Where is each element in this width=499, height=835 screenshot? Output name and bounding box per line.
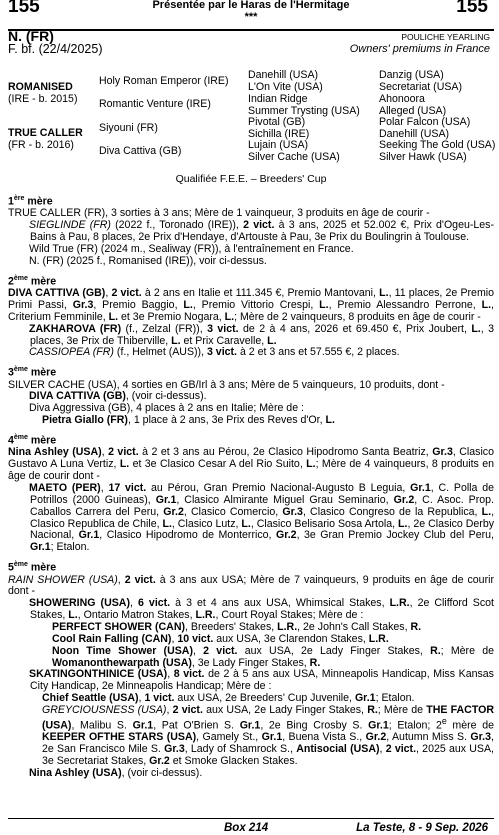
owners-premiums: Owners' premiums in France	[349, 43, 490, 55]
section-title-4: 4ème mère	[8, 434, 57, 447]
footer-divider	[8, 818, 494, 819]
ancestor-4-5: Polar Falcon (USA)	[379, 116, 471, 128]
produce-wild-true: Wild True (FR) (2024 m., Sealiway (FR)), à l'entraînement en France.	[29, 242, 354, 255]
sire-info: (IRE - b. 2015)	[8, 93, 78, 105]
ancestor-4-2: Secretariat (USA)	[379, 81, 463, 93]
produce-this-lot: N. (FR) (2025 f., Romanised (IRE)), voir ci-dessus.	[29, 254, 267, 267]
produce-pietra-giallo: Pietra Giallo (FR), 1 place à 2 ans, 3e Prix des Reves d'Or, L.	[42, 414, 335, 427]
produce-noon-time-shower: Noon Time Shower (USA), 2 vict. aux USA, 2e Lady Finger Stakes, R.; Mère de Womanonthewarpath (USA), 3e Lady Finger Stakes, R.	[52, 644, 494, 669]
ancestor-3-6: Sichilla (IRE)	[248, 128, 310, 140]
presented-by	[8, 0, 494, 23]
presenter-stars: ***	[244, 11, 258, 24]
ancestor-4-6: Danehill (USA)	[379, 128, 450, 140]
ancestor-4-4: Alleged (USA)	[379, 105, 447, 117]
produce-maeto: MAETO (PER), 17 vict. au Pérou, Gran Premio Nacional-Augusto B Leguia, Gr.1, C. Polla de Potrillos (2000 Guineas), Gr.1, Clasico Almirante Miguel Grau Seminario, Gr.2, C. Asoc. Prop. Caballos Carrera del Peru, Gr.2, Clasico Comercio, Gr.3, Clasico Congreso de la Republica, L., Clasico Republica de Chile, L., Clasico Lutz, L., Clasico Belisario Sosa Artola, L., 2e Clasico Derby Nacional, Gr.1, Clasico Hipodromo de Monterrico, Gr.2, 3e Gran Premio Jockey Club del Peru, Gr.1; Etalon.	[29, 482, 495, 554]
produce-showering: SHOWERING (USA), 6 vict. à 3 et 4 ans aux USA, Whimsical Stakes, L.R., 2e Clifford Scot Stakes, L., Ontario Matron Stakes, L.R., Court Royal Stakes; Mère de :	[29, 597, 495, 622]
third-dam-summary: SILVER CACHE (USA), 4 sorties en GB/Irl à 3 ans; Mère de 5 vainqueurs, 10 produits, dont -	[8, 378, 445, 391]
produce-chief-seattle: Chief Seattle (USA), 1 vict. aux USA, 2e Breeders' Cup Juvenile, Gr.1; Etalon.	[42, 692, 415, 705]
dam-info: (FR - b. 2016)	[8, 139, 74, 151]
ancestor-3-5: Pivotal (GB)	[248, 116, 306, 128]
ancestor-3-7: Lujain (USA)	[248, 139, 309, 151]
produce-cool-rain-falling: Cool Rain Falling (CAN), 10 vict. aux USA, 3e Clarendon Stakes, L.R.	[52, 632, 389, 645]
fifth-dam-summary: RAIN SHOWER (USA), 2 vict. à 3 ans aux USA; Mère de 7 vainqueurs, 9 produits en âge de courir dont -	[8, 573, 494, 598]
grandsire-maternal: Siyouni (FR)	[99, 122, 158, 134]
first-dam-summary: TRUE CALLER (FR), 3 sorties à 3 ans; Mère de 1 vainqueur, 3 produits en âge de courir -	[8, 207, 430, 220]
horse-name: N. (FR)	[8, 28, 54, 44]
section-title-2: 2ème mère	[8, 274, 57, 288]
ancestor-3-1: Danehill (USA)	[248, 69, 319, 81]
ancestor-3-3: Indian Ridge	[248, 93, 308, 105]
horse-description: F. bf. (22/4/2025)	[8, 42, 103, 56]
produce-sieglinde: SIEGLINDE (FR) (2022 f., Toronado (IRE)), 2 vict. à 3 ans, 2025 et 52.002 €, Prix d'Ogeu-Les-Bains à Pau, 8 places, 2e Prix d'Hendaye, d'Artouste à Pau, 3e Prix du Boulingrin à Toulouse.	[29, 219, 494, 244]
header-divider	[8, 29, 494, 31]
sire-name: ROMANISED	[8, 81, 73, 93]
qualification-note: Qualifiée F.E.E. – Breeders' Cup	[175, 173, 327, 185]
ancestor-3-8: Silver Cache (USA)	[248, 151, 340, 163]
dam-name: TRUE CALLER	[8, 127, 83, 139]
lot-number-right: 155	[456, 0, 488, 17]
family-details	[8, 195, 494, 780]
section-title-1: 1ère mère	[8, 195, 53, 208]
section-title-5: 5ème mère	[8, 561, 57, 574]
pedigree-table	[8, 70, 494, 170]
ancestor-3-4: Summer Trysting (USA)	[248, 105, 360, 117]
ancestor-3-2: L'On Vite (USA)	[248, 81, 323, 93]
ancestor-4-7: Seeking The Gold (USA)	[379, 139, 496, 151]
sale-venue-dates: La Teste, 8 - 9 Sep. 2026	[356, 822, 488, 834]
produce-nina-ashley: Nina Ashley (USA), (voir ci-dessus).	[29, 766, 203, 779]
produce-diva-cattiva: DIVA CATTIVA (GB), (voir ci-dessus).	[29, 390, 207, 403]
presenter-name: Présentée par le Haras de l'Hermitage	[152, 0, 350, 11]
fourth-dam-summary: Nina Ashley (USA), 2 vict. à 2 et 3 ans au Pérou, 2e Clasico Hipodromo Santa Beatriz, Gr.3, Clasico Gustavo A Luna Vertiz, L. et 3e Clasico Cesar A del Rio Suito, L.; Mère de 4 vainqueurs, 8 produits en âge de courir dont -	[8, 446, 494, 483]
produce-zakharova: ZAKHAROVA (FR) (f., Zelzal (FR)), 3 vict. de 2 à 4 ans, 2026 et 69.450 €, Prix Joubert, L., 3 places, 3e Prix de Thiberville, L. et Prix Caravelle, L.	[29, 322, 494, 347]
box-number: Box 214	[224, 822, 269, 834]
ancestor-4-3: Ahonoora	[379, 93, 425, 105]
granddam-paternal: Romantic Venture (IRE)	[99, 98, 211, 110]
produce-perfect-shower: PERFECT SHOWER (CAN), Breeders' Stakes, L.R., 2e John's Call Stakes, R.	[52, 621, 422, 634]
ancestor-4-8: Silver Hawk (USA)	[379, 151, 467, 163]
ancestor-4-1: Danzig (USA)	[379, 69, 444, 81]
produce-cassiopea: CASSIOPEA (FR) (f., Helmet (AUS)), 3 vict. à 2 et 3 ans et 57.555 €, 2 places.	[29, 346, 400, 359]
second-dam-summary: DIVA CATTIVA (GB), 2 vict. à 2 ans en Italie et 111.345 €, Premio Mantovani, L., 11 places, 2e Premio Primi Passi, Gr.3, Premio Baggio, L., Premio Vittorio Crespi, L., Premio Alessandro Perrone, L., Criterium Femminile, L. et 3e Premio Nogara, L.; Mère de 2 vainqueurs, 8 produits en âge de courir -	[8, 287, 495, 323]
section-title-3: 3ème mère	[8, 366, 57, 379]
produce-skatingonthinice: SKATINGONTHINICE (USA), 8 vict. de 2 à 5 ans aux USA, Minneapolis Handicap, Miss Kansas City Handicap, 2e Minneapolis Handicap; Mère de :	[29, 668, 494, 693]
granddam-maternal: Diva Cattiva (GB)	[99, 145, 182, 157]
produce-diva-aggressiva: Diva Aggressiva (GB), 4 places à 2 ans en Italie; Mère de :	[29, 402, 304, 415]
produce-greyciousness: GREYCIOUSNESS (USA), 2 vict. aux USA, 2e Lady Finger Stakes, R.; Mère de THE FACTOR (USA), Malibu S. Gr.1, Pat O'Brien S. Gr.1, 2e Bing Crosby S. Gr.1; Etalon; 2e mère de KEEPER OFTHE STARS (USA), Gamely St., Gr.1, Buena Vista S., Gr.2, Autumn Miss S. Gr.3, 2e San Francisco Mile S. Gr.3, Lady of Shamrock S., Antisocial (USA), 2 vict., 2025 aux USA, 3e Secretariat Stakes, Gr.2 et Smoke Glacken Stakes.	[42, 704, 495, 767]
lot-number: 155	[8, 0, 40, 17]
grandsire-paternal: Holy Roman Emperor (IRE)	[99, 75, 229, 87]
horse-category: POULICHE YEARLING	[401, 32, 490, 42]
